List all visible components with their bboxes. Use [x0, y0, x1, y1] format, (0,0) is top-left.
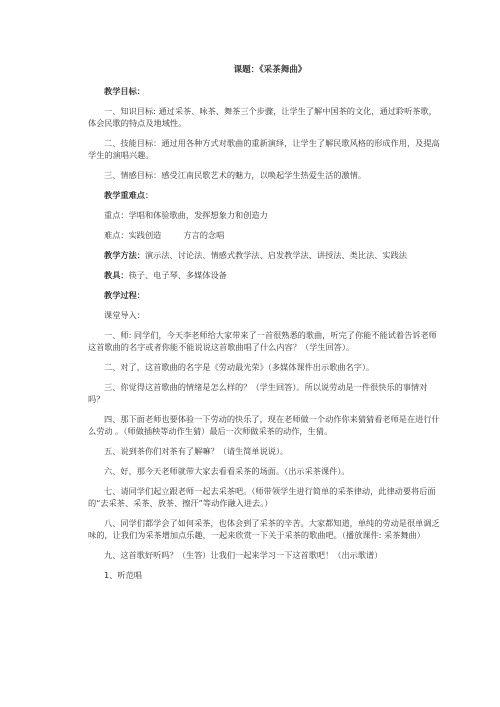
difficulty-line — [88, 229, 440, 241]
step-2: 二、对了，这首歌曲的名字是《劳动最光荣》（多媒体课件出示歌曲名字）。 — [104, 362, 375, 372]
step-6: 六、好，那今天老师就带大家去看看采茶的场面。（出示采茶课件）。 — [104, 466, 350, 476]
key-point: 重点：学唱和体验歌曲，发挥想象力和创造力 — [104, 210, 268, 220]
objective-knowledge: 一、知识目标: 通过采茶、咏茶、舞茶三个步骤，让学生了解中国茶的文化，通过聆听茶歌，体会民歌的特点及地域性。 — [88, 106, 437, 128]
step-1: 一、师: 同学们，今天李老师给大家带来了一首很熟悉的歌曲，听完了你能不能试着告诉老师这首歌曲的名字或者你能不能说说这首歌曲唱了什么内容？（学生回答）。 — [88, 330, 437, 352]
step-4: 四、那下面老师也要体验一下劳动的快乐了，现在老师做一个动作你来猜猜看老师是在进行什么劳动 。（师做插秧等动作生猜）最后一次师做采茶的动作，生猜。 — [88, 414, 440, 436]
methods-line — [88, 249, 440, 261]
objective-emotion: 三、情感目标：感受江南民歌艺术的魅力，以唤起学生热爱生活的激情。 — [104, 170, 367, 180]
tools-label: 教具： — [104, 270, 129, 280]
sub-step-1: 1、听范唱 — [104, 570, 142, 580]
methods-text: 演示法、讨论法、情感式教学法、启发教学法、讲授法、类比法、实践法 — [144, 250, 407, 260]
difficulty-b: 方言的念唱 — [183, 230, 225, 240]
process-heading: 教学过程： — [104, 290, 145, 300]
step-5: 五、说到茶你们对茶有了解嘛？（请生简单说说）。 — [104, 446, 289, 456]
intro-label: 课堂导入： — [104, 310, 145, 320]
step-8: 八、同学们都学会了如何采茶，也体会到了采茶的辛苦。大家都知道，单纯的劳动是很单调乏味的，让我们为采茶增加点乐趣，一起来欣赏一下关于采茶的歌曲吧。（播放课件: 采茶舞曲） — [88, 518, 440, 540]
difficulty-a: 难点：实践创造 — [104, 230, 162, 240]
step-9: 九、这首歌好听吗？（生答）让我们一起来学习一下这首歌吧！（出示歌谱） — [104, 550, 383, 560]
tools-text: 筷子、电子琴、多媒体设备 — [128, 270, 227, 280]
step-7: 七、请同学们起立跟老师一起去采茶吧。（师带领学生进行简单的采茶律动，此律动要将后面的“去采茶、采茶、放茶、擦汗”等动作融入进去。） — [88, 486, 436, 508]
objective-skill: 二、技能目标：通过用各种方式对歌曲的重新演绎，让学生了解民歌风格的形成作用，及提高学生的演唱兴趣。 — [88, 138, 440, 160]
keypoints-heading: 教学重难点： — [104, 190, 154, 200]
lesson-title: 课题：《采茶舞曲》 — [233, 65, 307, 75]
tools-line — [88, 269, 440, 281]
objectives-heading: 教学目标： — [104, 86, 145, 96]
methods-label: 教学方法： — [104, 250, 145, 260]
step-3: 三、你觉得这首歌曲的情绪是怎么样的？（学生回答）。所以说劳动是一件很快乐的事情对吗？ — [88, 382, 428, 404]
